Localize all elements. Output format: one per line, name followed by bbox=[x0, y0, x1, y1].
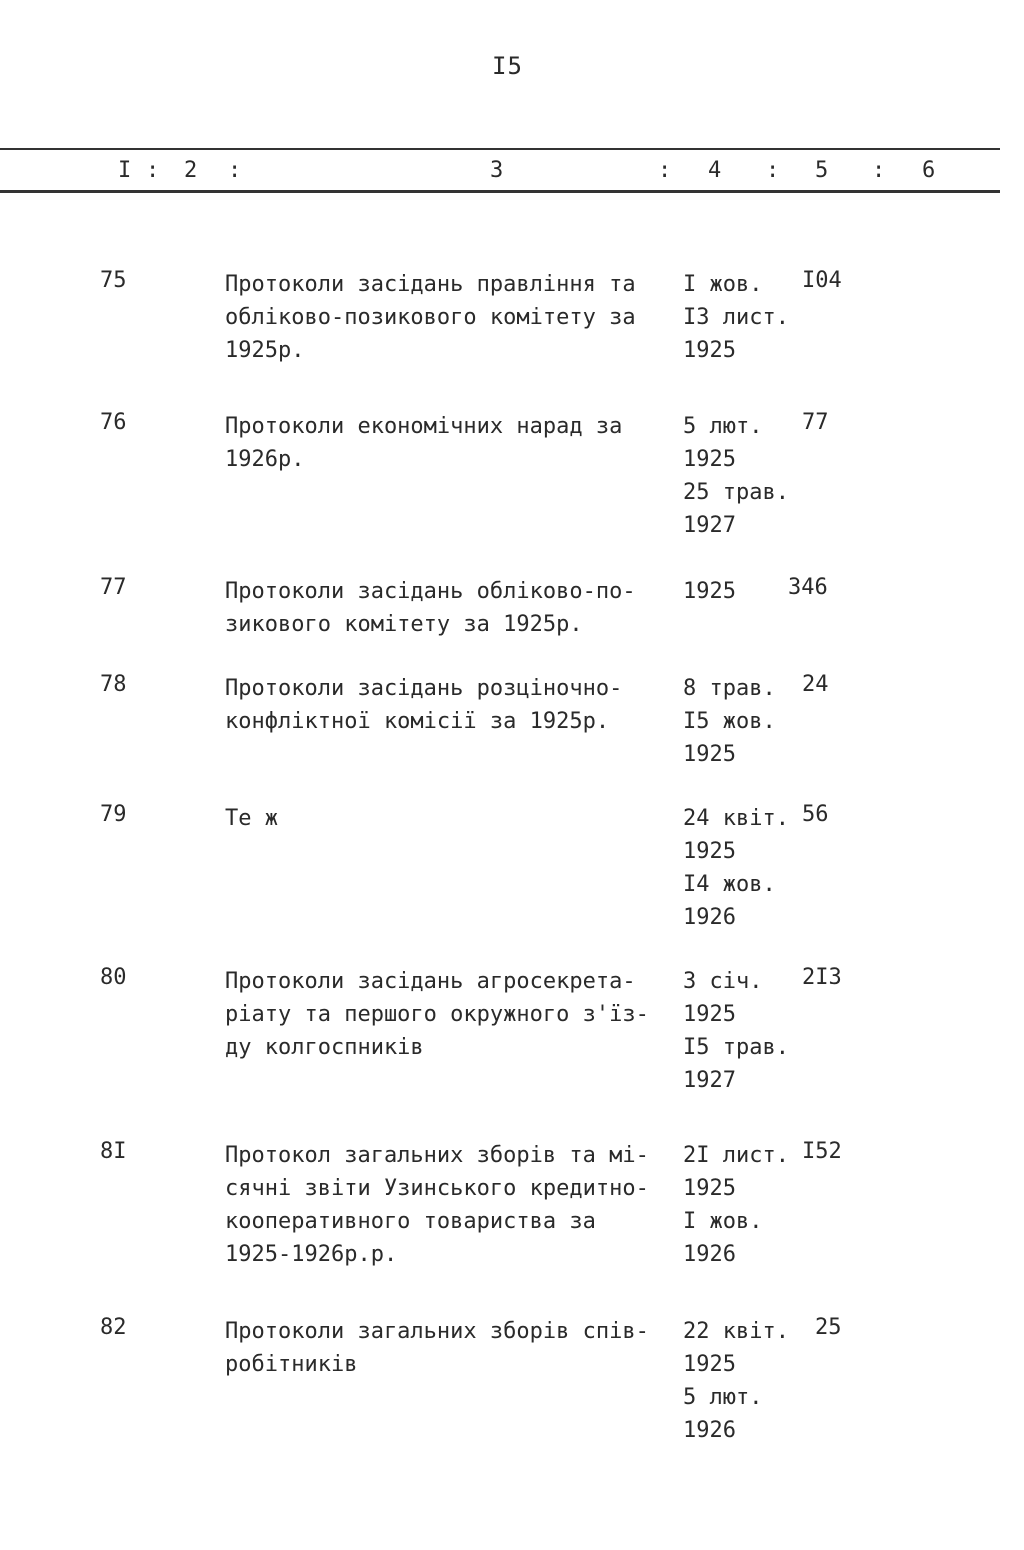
date-line: 1925 bbox=[683, 1352, 736, 1377]
record-title bbox=[225, 410, 665, 476]
page-number: I5 bbox=[492, 52, 523, 80]
record-sheets: 346 bbox=[788, 575, 828, 600]
date-line: 22 квіт. bbox=[683, 1319, 789, 1344]
record-number: 8I bbox=[100, 1139, 127, 1164]
date-line: 1927 bbox=[683, 513, 736, 538]
date-line: 1925 bbox=[683, 447, 736, 472]
date-line: 1926 bbox=[683, 1242, 736, 1267]
record-sheets: 56 bbox=[802, 802, 829, 827]
column-header-2: 2 bbox=[184, 158, 198, 183]
title-line: Те ж bbox=[225, 806, 278, 831]
record-sheets: 77 bbox=[802, 410, 829, 435]
title-line: Протоколи засідань розціночно- bbox=[225, 676, 623, 701]
date-line: 1926 bbox=[683, 905, 736, 930]
title-line: Протокол загальних зборів та мі- bbox=[225, 1143, 649, 1168]
title-line: Протоколи засідань правління та bbox=[225, 272, 636, 297]
title-line: Протоколи загальних зборів спів- bbox=[225, 1319, 649, 1344]
date-line: I жов. bbox=[683, 272, 763, 297]
record-number: 80 bbox=[100, 965, 127, 990]
title-line: Протоколи засідань агросекрета- bbox=[225, 969, 636, 994]
record-dates bbox=[683, 672, 776, 771]
date-line: I5 трав. bbox=[683, 1035, 789, 1060]
record-number: 75 bbox=[100, 268, 127, 293]
date-line: 25 трав. bbox=[683, 480, 789, 505]
title-line: сячні звіти Узинського кредитно- bbox=[225, 1176, 649, 1201]
record-dates bbox=[683, 268, 789, 367]
record-dates bbox=[683, 965, 789, 1097]
date-line: 1925 bbox=[683, 839, 736, 864]
title-line: ду колгоспників bbox=[225, 1035, 424, 1060]
record-title bbox=[225, 268, 665, 367]
record-title bbox=[225, 575, 665, 641]
record-dates bbox=[683, 575, 736, 608]
header-rule-top bbox=[0, 148, 1000, 150]
record-sheets: I04 bbox=[802, 268, 842, 293]
record-title bbox=[225, 1139, 665, 1271]
title-line: зикового комітету за 1925р. bbox=[225, 612, 583, 637]
title-line: Протоколи економічних нарад за bbox=[225, 414, 623, 439]
date-line: 2I лист. bbox=[683, 1143, 789, 1168]
record-sheets: 2I3 bbox=[802, 965, 842, 990]
record-sheets: I52 bbox=[802, 1139, 842, 1164]
date-line: 1925 bbox=[683, 579, 736, 604]
title-line: ріату та першого окружного з'їз- bbox=[225, 1002, 649, 1027]
column-separator: : bbox=[766, 158, 780, 183]
title-line: 1926р. bbox=[225, 447, 305, 472]
title-line: робітників bbox=[225, 1352, 358, 1377]
date-line: 5 лют. bbox=[683, 1385, 763, 1410]
record-sheets: 25 bbox=[815, 1315, 842, 1340]
column-header-5: 5 bbox=[815, 158, 829, 183]
record-title bbox=[225, 672, 665, 738]
record-number: 76 bbox=[100, 410, 127, 435]
date-line: 1926 bbox=[683, 1418, 736, 1443]
header-rule-bottom bbox=[0, 190, 1000, 193]
column-separator: : bbox=[146, 158, 160, 183]
record-sheets: 24 bbox=[802, 672, 829, 697]
title-line: 1925-1926р.р. bbox=[225, 1242, 398, 1267]
record-dates bbox=[683, 1139, 789, 1271]
date-line: 1927 bbox=[683, 1068, 736, 1093]
record-title bbox=[225, 1315, 665, 1381]
record-dates bbox=[683, 802, 789, 934]
title-line: 1925р. bbox=[225, 338, 305, 363]
date-line: I3 лист. bbox=[683, 305, 789, 330]
date-line: 5 лют. bbox=[683, 414, 763, 439]
column-separator: : bbox=[228, 158, 242, 183]
record-title bbox=[225, 802, 665, 835]
record-number: 78 bbox=[100, 672, 127, 697]
date-line: 8 трав. bbox=[683, 676, 776, 701]
column-header-6: 6 bbox=[922, 158, 936, 183]
title-line: конфліктної комісії за 1925р. bbox=[225, 709, 610, 734]
column-separator: : bbox=[872, 158, 886, 183]
date-line: I жов. bbox=[683, 1209, 763, 1234]
column-separator: : bbox=[658, 158, 672, 183]
record-number: 82 bbox=[100, 1315, 127, 1340]
date-line: 24 квіт. bbox=[683, 806, 789, 831]
date-line: 1925 bbox=[683, 338, 736, 363]
column-header-3: 3 bbox=[490, 158, 504, 183]
title-line: кооперативного товариства за bbox=[225, 1209, 596, 1234]
column-header-1: I bbox=[118, 158, 132, 183]
date-line: 1925 bbox=[683, 1002, 736, 1027]
date-line: 1925 bbox=[683, 742, 736, 767]
record-dates bbox=[683, 410, 789, 542]
record-dates bbox=[683, 1315, 789, 1447]
date-line: 1925 bbox=[683, 1176, 736, 1201]
record-number: 79 bbox=[100, 802, 127, 827]
date-line: I5 жов. bbox=[683, 709, 776, 734]
title-line: Протоколи засідань обліково-по- bbox=[225, 579, 636, 604]
date-line: 3 січ. bbox=[683, 969, 763, 994]
title-line: обліково-позикового комітету за bbox=[225, 305, 636, 330]
record-number: 77 bbox=[100, 575, 127, 600]
date-line: I4 жов. bbox=[683, 872, 776, 897]
column-header-4: 4 bbox=[708, 158, 722, 183]
record-title bbox=[225, 965, 665, 1064]
